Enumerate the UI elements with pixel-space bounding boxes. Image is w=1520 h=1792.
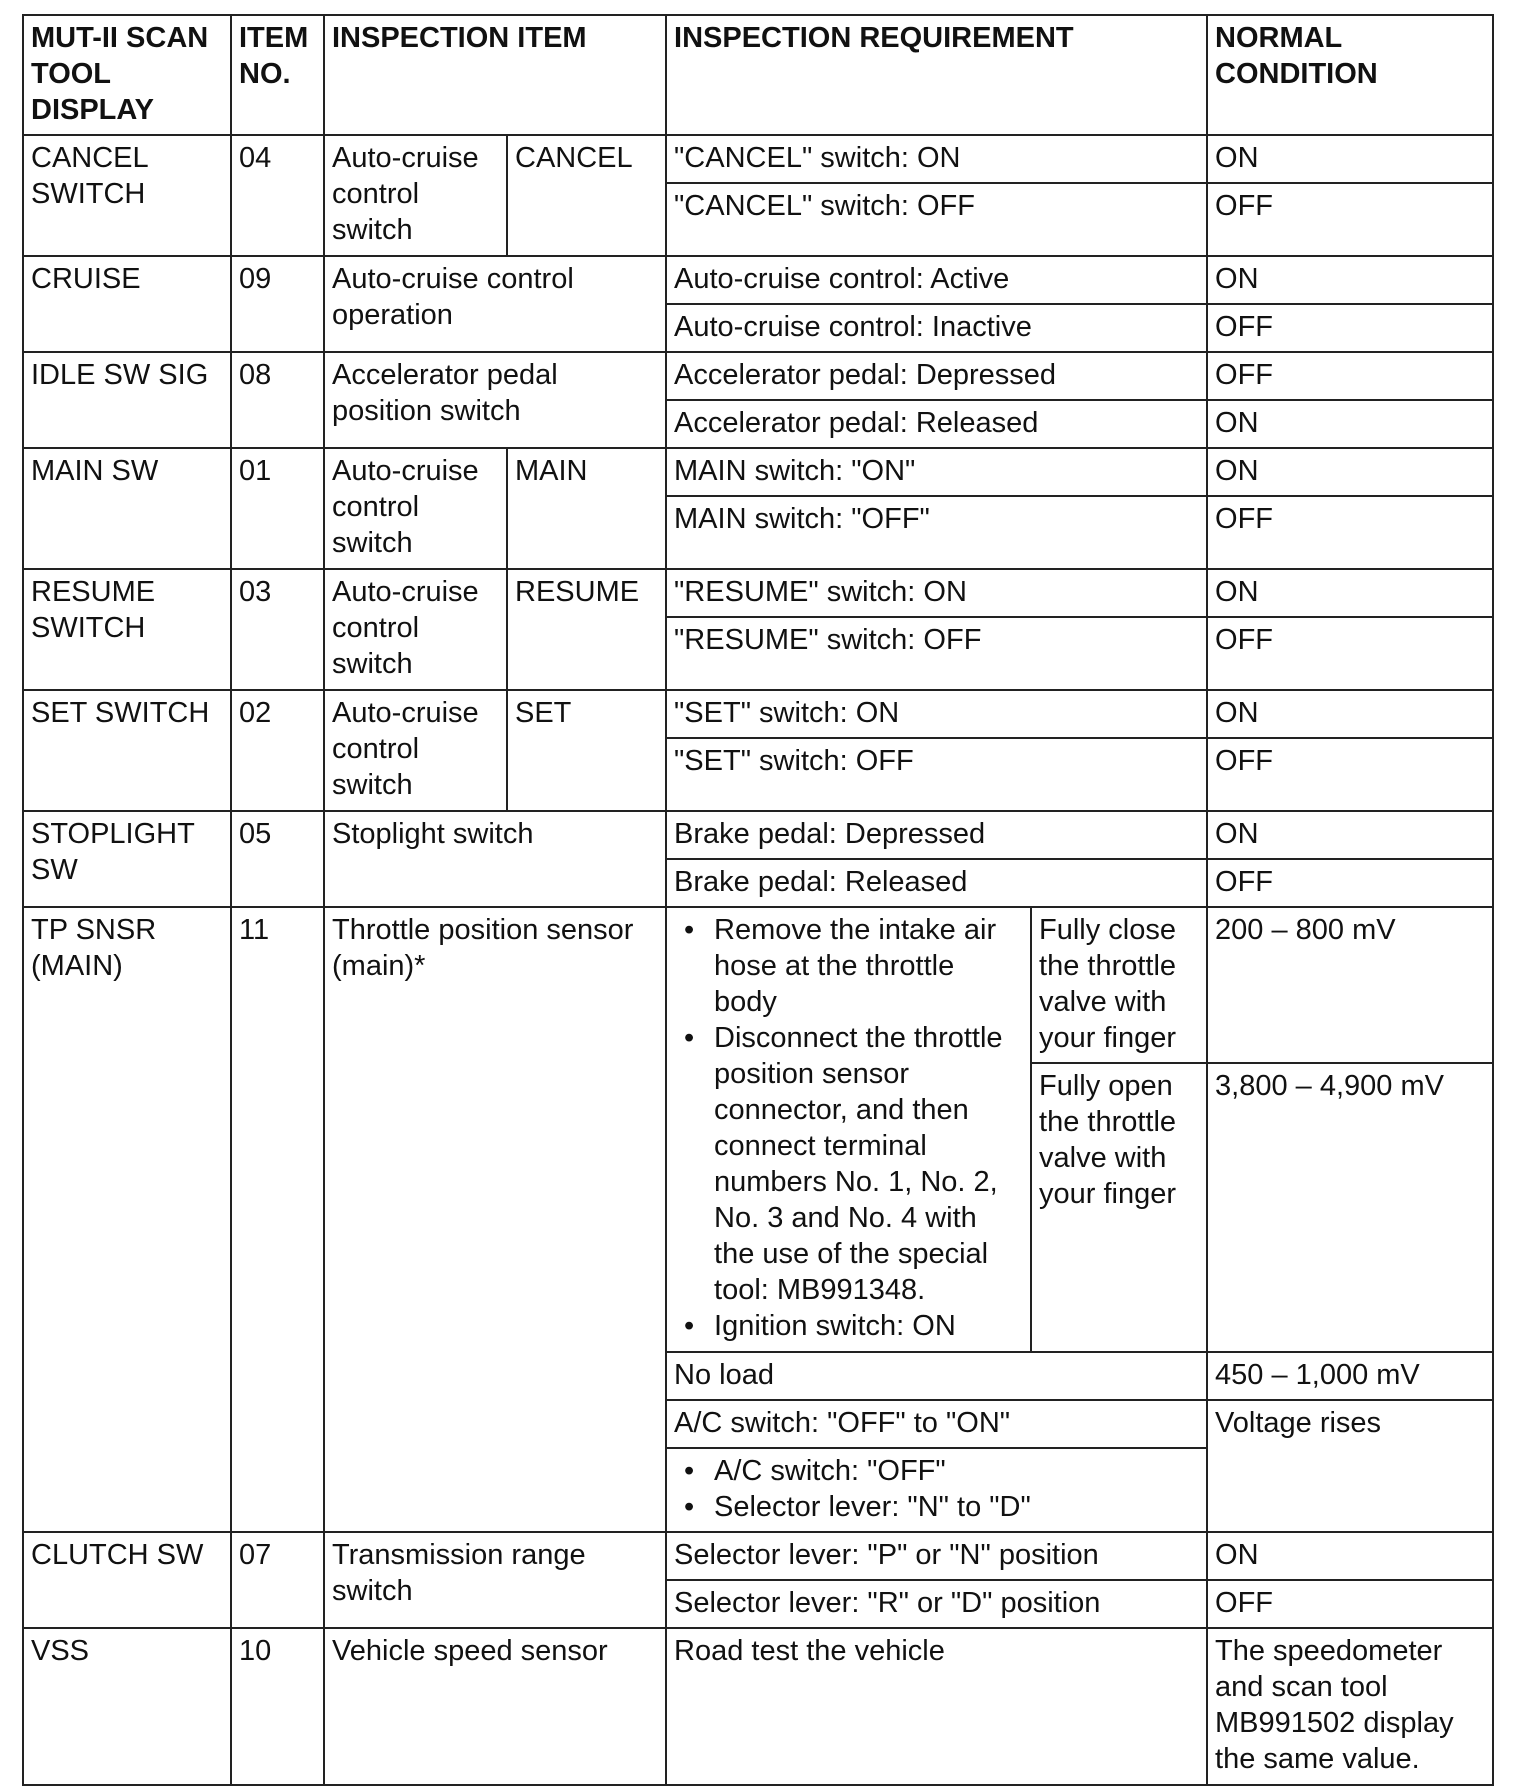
header-row	[23, 15, 1493, 135]
condition-cell: 200 – 800 mV	[1207, 907, 1493, 1063]
header-normal-condition: NORMAL CONDITION	[1207, 15, 1493, 135]
header-display: MUT-II SCAN TOOL DISPLAY	[23, 15, 231, 135]
requirement-cell: Selector lever: "R" or "D" position	[666, 1580, 1207, 1628]
list-item: • Remove the intake air hose at the throttle body	[674, 912, 1023, 1020]
display-cell: MAIN SW	[23, 448, 231, 569]
requirement-subcell: Fully close the throttle valve with your finger	[1031, 907, 1207, 1063]
condition-cell: OFF	[1207, 496, 1493, 569]
requirement-cell: No load	[666, 1352, 1207, 1400]
list-item: • Ignition switch: ON	[674, 1308, 1023, 1344]
item-no-cell: 05	[231, 811, 324, 907]
condition-cell: 450 – 1,000 mV	[1207, 1352, 1493, 1400]
condition-cell: ON	[1207, 256, 1493, 304]
requirement-cell: "SET" switch: OFF	[666, 738, 1207, 811]
inspection-item-cell: Auto-cruise control switch	[324, 690, 507, 811]
requirement-bullets-cell	[666, 907, 1031, 1352]
condition-cell: OFF	[1207, 738, 1493, 811]
display-cell: CLUTCH SW	[23, 1532, 231, 1628]
inspection-subitem-cell: RESUME	[507, 569, 666, 690]
requirement-bullets-cell	[666, 1448, 1207, 1532]
condition-cell: ON	[1207, 690, 1493, 738]
requirement-bullet-list	[674, 912, 1023, 1344]
requirement-cell: A/C switch: "OFF" to "ON"	[666, 1400, 1207, 1448]
display-cell: VSS	[23, 1628, 231, 1785]
display-cell: IDLE SW SIG	[23, 352, 231, 448]
inspection-subitem-cell: CANCEL	[507, 135, 666, 256]
requirement-cell: "RESUME" switch: OFF	[666, 617, 1207, 690]
inspection-table	[22, 14, 1494, 1786]
requirement-cell: MAIN switch: "OFF"	[666, 496, 1207, 569]
inspection-item-cell: Vehicle speed sensor	[324, 1628, 666, 1785]
table-row	[23, 448, 1493, 496]
requirement-cell: MAIN switch: "ON"	[666, 448, 1207, 496]
header-requirement: INSPECTION REQUIREMENT	[666, 15, 1207, 135]
table-row	[23, 135, 1493, 183]
table-row	[23, 811, 1493, 859]
display-cell: RESUME SWITCH	[23, 569, 231, 690]
inspection-item-cell: Transmission range switch	[324, 1532, 666, 1628]
requirement-cell: "RESUME" switch: ON	[666, 569, 1207, 617]
table-row	[23, 907, 1493, 1063]
item-no-cell: 04	[231, 135, 324, 256]
condition-cell: OFF	[1207, 617, 1493, 690]
list-item: • A/C switch: "OFF"	[674, 1453, 1199, 1489]
requirement-cell: Accelerator pedal: Released	[666, 400, 1207, 448]
inspection-item-cell: Accelerator pedal position switch	[324, 352, 666, 448]
header-item-no: ITEM NO.	[231, 15, 324, 135]
requirement-cell: "CANCEL" switch: OFF	[666, 183, 1207, 256]
requirement-cell: "SET" switch: ON	[666, 690, 1207, 738]
requirement-cell: Auto-cruise control: Active	[666, 256, 1207, 304]
table-row	[23, 690, 1493, 738]
item-no-cell: 10	[231, 1628, 324, 1785]
display-cell: CANCEL SWITCH	[23, 135, 231, 256]
table-row	[23, 352, 1493, 400]
condition-cell: ON	[1207, 448, 1493, 496]
requirement-cell: Accelerator pedal: Depressed	[666, 352, 1207, 400]
item-no-cell: 11	[231, 907, 324, 1532]
requirement-cell: Selector lever: "P" or "N" position	[666, 1532, 1207, 1580]
inspection-item-cell: Auto-cruise control switch	[324, 135, 507, 256]
inspection-subitem-cell: SET	[507, 690, 666, 811]
requirement-cell: Auto-cruise control: Inactive	[666, 304, 1207, 352]
table-row	[23, 1628, 1493, 1785]
condition-cell: ON	[1207, 1532, 1493, 1580]
requirement-cell: Brake pedal: Depressed	[666, 811, 1207, 859]
inspection-item-cell: Auto-cruise control operation	[324, 256, 666, 352]
condition-cell: ON	[1207, 569, 1493, 617]
item-no-cell: 07	[231, 1532, 324, 1628]
list-item: • Selector lever: "N" to "D"	[674, 1489, 1199, 1525]
item-no-cell: 03	[231, 569, 324, 690]
condition-cell: OFF	[1207, 1580, 1493, 1628]
inspection-item-cell: Stoplight switch	[324, 811, 666, 907]
table-row	[23, 256, 1493, 304]
display-cell: STOPLIGHT SW	[23, 811, 231, 907]
table-row	[23, 1532, 1493, 1580]
requirement-cell: "CANCEL" switch: ON	[666, 135, 1207, 183]
inspection-item-cell: Auto-cruise control switch	[324, 569, 507, 690]
header-inspection-item: INSPECTION ITEM	[324, 15, 666, 135]
display-cell: CRUISE	[23, 256, 231, 352]
inspection-subitem-cell: MAIN	[507, 448, 666, 569]
condition-cell: OFF	[1207, 859, 1493, 907]
condition-cell: The speedometer and scan tool MB991502 display the same value.	[1207, 1628, 1493, 1785]
requirement-subcell: Fully open the throttle valve with your finger	[1031, 1063, 1207, 1352]
condition-cell: ON	[1207, 400, 1493, 448]
condition-cell: OFF	[1207, 183, 1493, 256]
table-row	[23, 569, 1493, 617]
list-item: • Disconnect the throttle position sensor connector, and then connect terminal numbers No. 1, No. 2, No. 3 and No. 4 with the use of the special tool: MB991348.	[674, 1020, 1023, 1308]
display-cell: SET SWITCH	[23, 690, 231, 811]
inspection-item-cell: Throttle position sensor (main)*	[324, 907, 666, 1532]
condition-cell: 3,800 – 4,900 mV	[1207, 1063, 1493, 1352]
condition-cell: ON	[1207, 811, 1493, 859]
condition-cell: ON	[1207, 135, 1493, 183]
condition-cell: Voltage rises	[1207, 1400, 1493, 1532]
item-no-cell: 08	[231, 352, 324, 448]
inspection-item-cell: Auto-cruise control switch	[324, 448, 507, 569]
item-no-cell: 09	[231, 256, 324, 352]
condition-cell: OFF	[1207, 304, 1493, 352]
requirement-cell: Road test the vehicle	[666, 1628, 1207, 1785]
condition-cell: OFF	[1207, 352, 1493, 400]
item-no-cell: 02	[231, 690, 324, 811]
requirement-cell: Brake pedal: Released	[666, 859, 1207, 907]
item-no-cell: 01	[231, 448, 324, 569]
requirement-bullet-list	[674, 1453, 1199, 1525]
display-cell: TP SNSR (MAIN)	[23, 907, 231, 1532]
